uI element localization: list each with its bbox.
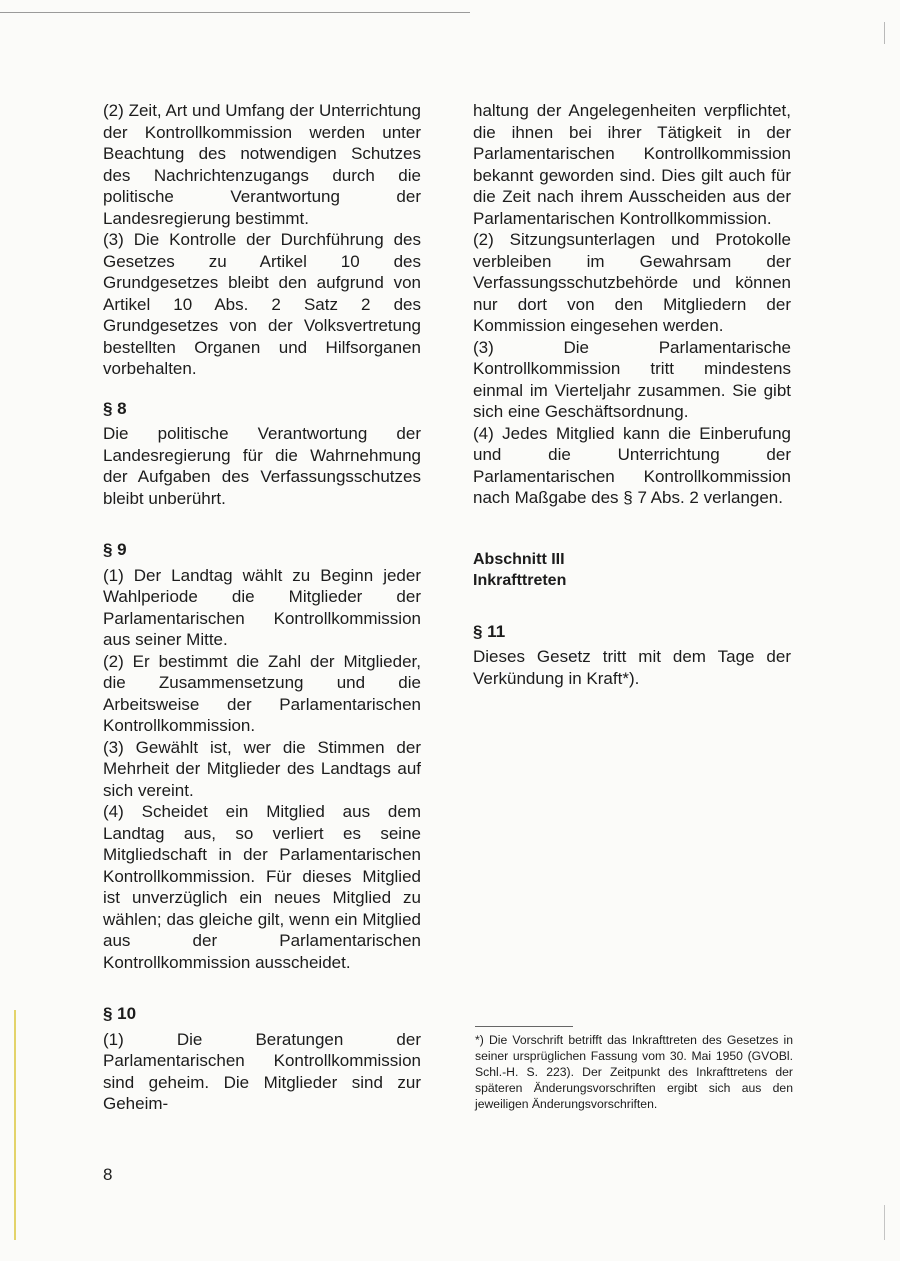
footnote: *) Die Vorschrift betrifft das Inkrafttreten des Gesetzes in seiner ursprüglichen Fassung vom 30. Mai 1950 (GVOBl. Schl.-H. S. 223). Der Zeitpunkt des Inkrafttretens der späteren Änderungsvorschriften ergibt sich aus den jeweiligen Änderungsvorschriften. [475, 1033, 793, 1111]
paragraph-9-4: (4) Scheidet ein Mitglied aus dem Landtag aus, so verliert es seine Mitgliedschaft in der Parlamentarischen Kontrollkommission. Für dieses Mitglied ist unverzüglich ein neues Mitglied zu wählen; das gleiche gilt, wenn ein Mitglied aus der Parlamentarischen Kontrollkommission ausscheidet. [103, 802, 421, 972]
section-9-heading: § 9 [103, 540, 127, 559]
paragraph-10-3: (3) Die Parlamentarische Kontrollkommission tritt mindestens einmal im Vierteljahr zusammen. Sie gibt sich eine Geschäftsordnung. [473, 337, 791, 421]
footnote-rule [475, 1026, 573, 1027]
right-edge-mark-top [884, 22, 885, 44]
page-number: 8 [103, 1165, 113, 1184]
abschnitt-subtitle: Inkrafttreten [473, 571, 567, 589]
section-10-heading: § 10 [103, 1004, 137, 1023]
paragraph-7-2: (2) Zeit, Art und Umfang der Unterrichtung der Kontrollkommission werden unter Beachtung des notwendigen Schutzes des Nachrichtenzugangs durch die politische Verantwortung der Landesregierung bestimmt. [103, 101, 421, 228]
left-edge-mark [14, 1010, 16, 1240]
section-11-heading: § 11 [473, 621, 506, 641]
left-column [103, 100, 421, 1115]
paragraph-10-4: (4) Jedes Mitglied kann die Einberufung und die Unterrichtung der Parlamentarischen Kontrollkommission nach Maßgabe des § 7 Abs. 2 verlangen. [473, 423, 791, 507]
paragraph-9-1: (1) Der Landtag wählt zu Beginn jeder Wahlperiode die Mitglieder der Parlamentarischen Kontrollkommission aus seiner Mitte. [103, 565, 421, 649]
paragraph-9-3: (3) Gewählt ist, wer die Stimmen der Mehrheit der Mitglieder des Landtags auf sich vereint. [103, 737, 421, 800]
paragraph-10-1: (1) Die Beratungen der Parlamentarischen Kontrollkommission sind geheim. Die Mitglieder sind zur Geheim- [103, 1029, 421, 1113]
paragraph-7-3: (3) Die Kontrolle der Durchführung des Gesetzes zu Artikel 10 des Grundgesetzes bleibt den aufgrund von Artikel 10 Abs. 2 Satz 2 des Grundgesetzes von der Volksvertretung bestellten Organen und Hilfsorganen vorbehalten. [103, 230, 421, 378]
paragraph-9-2: (2) Er bestimmt die Zahl der Mitglieder, die Zusammensetzung und die Arbeitsweise der Parlamentarischen Kontrollkommission. [103, 651, 421, 735]
section-8-heading: § 8 [103, 398, 127, 418]
paragraph-11: Dieses Gesetz tritt mit dem Tage der Verkündung in Kraft*). [473, 647, 791, 688]
abschnitt-title: Abschnitt III [473, 550, 565, 568]
right-column [473, 100, 791, 689]
top-scan-line [0, 12, 470, 13]
right-edge-mark-bottom [884, 1205, 885, 1240]
paragraph-8: Die politische Verantwortung der Landesregierung für die Wahrnehmung der Aufgaben des Verfassungsschutzes bleibt unberührt. [103, 424, 421, 508]
paragraph-10-2: (2) Sitzungsunterlagen und Protokolle verbleiben im Gewahrsam der Verfassungsschutzbehörde und können nur dort von den Mitgliedern der Kommission eingesehen werden. [473, 230, 791, 335]
paragraph-10-1-continued: haltung der Angelegenheiten verpflichtet, die ihnen bei ihrer Tätigkeit in der Parlamentarischen Kontrollkommission bekannt geworden sind. Dies gilt auch für die Zeit nach ihrem Ausscheiden aus der Parlamentarischen Kontrollkommission. [473, 101, 791, 228]
